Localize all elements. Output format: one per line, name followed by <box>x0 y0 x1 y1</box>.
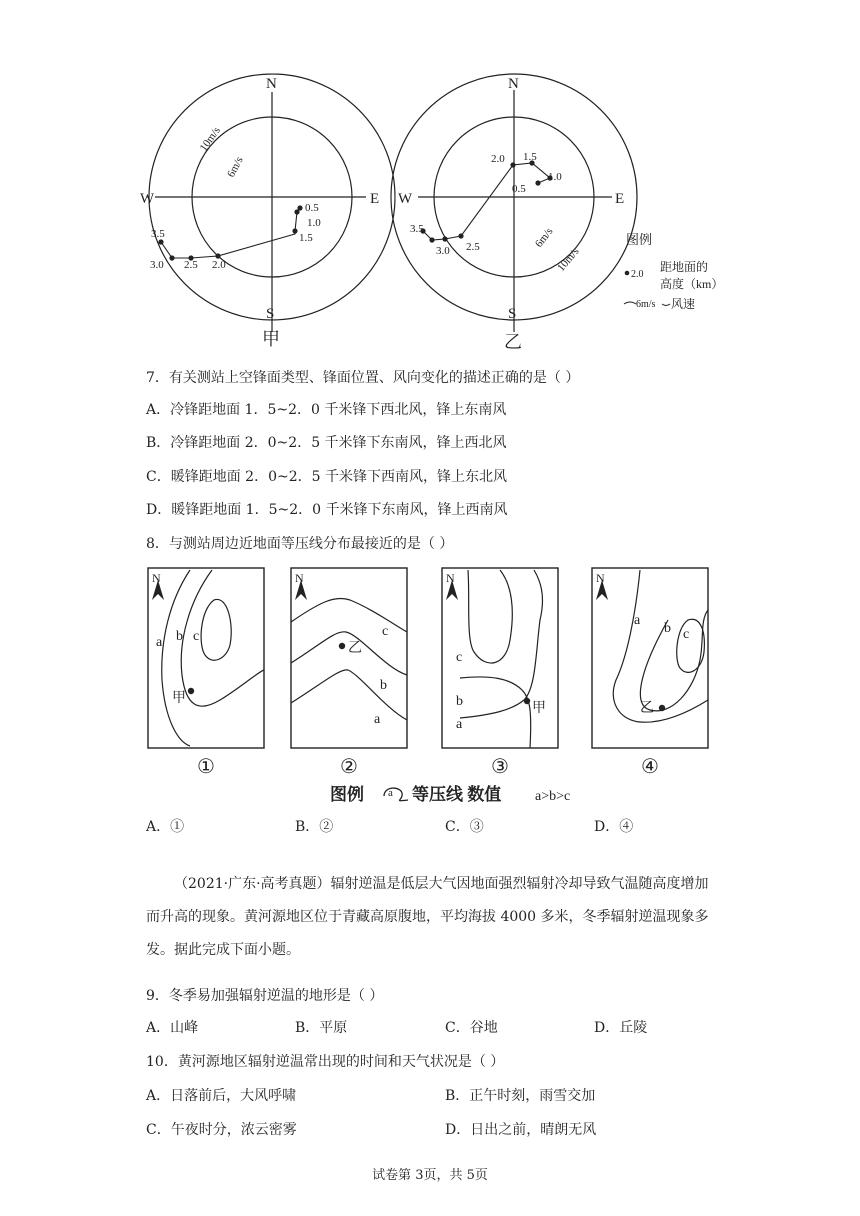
legend-point-value: 2.0 <box>631 269 644 280</box>
map1-label-b: b <box>176 629 183 644</box>
map1-north: N <box>152 571 161 585</box>
jia-h-2.0: 2.0 <box>212 259 226 271</box>
jia-h-1.0: 1.0 <box>307 217 321 229</box>
q10-option-c[interactable]: C．午夜时分，浓云密雾 <box>146 1122 297 1138</box>
isobar-legend-text: 等压线 数值 <box>412 785 502 804</box>
yi-east: E <box>615 191 625 207</box>
map3-label-c: c <box>456 650 463 665</box>
jia-h-3.5: 3.5 <box>151 228 165 240</box>
q9-option-b[interactable]: B．平原 <box>295 1020 348 1036</box>
q7-option-a[interactable]: A．冷锋距地面 1．5~2．0 千米锋下西北风，锋上东南风 <box>146 402 507 418</box>
q8-option-a[interactable]: A．① <box>146 819 185 835</box>
q8-option-b[interactable]: B．② <box>295 819 334 835</box>
yi-south: S <box>508 306 517 322</box>
map4-label-a: a <box>634 613 641 628</box>
map3-label-a: a <box>456 717 463 732</box>
q7-stem: 7．有关测站上空锋面类型、锋面位置、风向变化的描述正确的是（ ） <box>146 370 580 386</box>
legend-point-label-2: 高度（km） <box>660 277 724 291</box>
yi-h-3.5: 3.5 <box>410 223 424 235</box>
map4-label-c: c <box>683 627 690 642</box>
q10-option-b[interactable]: B．正午时刻，雨雪交加 <box>445 1088 596 1104</box>
legend-speed-label: 风速 <box>671 297 696 311</box>
legend-point-label-1: 距地面的 <box>660 260 709 274</box>
jia-south: S <box>266 306 275 322</box>
map3-north: N <box>446 571 455 585</box>
map4-number: ④ <box>641 756 659 778</box>
jia-ring-inner-label: 6m/s <box>225 154 246 180</box>
q8-stem: 8．与测站周边近地面等压线分布最接近的是（ ） <box>146 536 454 552</box>
q7-option-d[interactable]: D．暖锋距地面 1．5~2．0 千米锋下东南风，锋上西南风 <box>146 502 508 518</box>
q9-option-a[interactable]: A．山峰 <box>146 1020 199 1036</box>
yi-west: W <box>398 191 413 207</box>
isobar-legend-relation: a>b>c <box>535 789 571 804</box>
passage <box>146 868 720 967</box>
yi-h-0.5: 0.5 <box>512 183 526 195</box>
q8-option-d[interactable]: D．④ <box>594 819 634 835</box>
map1-number: ① <box>197 756 215 778</box>
jia-h-1.5: 1.5 <box>299 232 313 244</box>
q9-option-d[interactable]: D．丘陵 <box>594 1020 648 1036</box>
q9-stem: 9．冬季易加强辐射逆温的地形是（ ） <box>146 988 384 1004</box>
passage-source: （2021·广东·高考真题） <box>174 876 331 892</box>
jia-h-0.5: 0.5 <box>305 202 319 214</box>
isobar-maps-figure <box>0 560 860 810</box>
page-footer: 试卷第 3页，共 5页 <box>372 1168 488 1183</box>
jia-h-2.5: 2.5 <box>184 259 198 271</box>
yi-ring-inner-label: 6m/s <box>532 225 556 250</box>
yi-h-3.0: 3.0 <box>436 245 450 257</box>
isobar-legend-title: 图例 <box>330 785 364 804</box>
map1-station: 甲 <box>172 691 186 706</box>
map3-label-b: b <box>456 694 463 709</box>
map3-station: 甲 <box>532 701 546 716</box>
yi-north: N <box>508 76 519 92</box>
map4-station: 乙 <box>640 701 654 716</box>
wind-profile-figure <box>0 60 860 355</box>
map1-label-c: c <box>193 629 200 644</box>
map2-label-a: a <box>374 712 381 727</box>
map3-number: ③ <box>491 756 509 778</box>
jia-north: N <box>266 76 277 92</box>
jia-east: E <box>370 191 380 207</box>
q8-option-c[interactable]: C．③ <box>445 819 484 835</box>
legend-title: 图例 <box>626 232 653 247</box>
yi-h-2.0: 2.0 <box>491 153 505 165</box>
q10-option-a[interactable]: A．日落前后，大风呼啸 <box>146 1088 297 1104</box>
map2-label-b: b <box>380 678 387 693</box>
map1-label-a: a <box>156 635 163 650</box>
yi-h-2.5: 2.5 <box>466 241 480 253</box>
map4-north: N <box>596 571 605 585</box>
jia-west: W <box>140 191 155 207</box>
q9-option-c[interactable]: C．谷地 <box>445 1020 498 1036</box>
q10-stem: 10．黄河源地区辐射逆温常出现的时间和天气状况是（ ） <box>146 1054 505 1070</box>
jia-ring-outer-label: 10m/s <box>197 124 223 154</box>
jia-caption: 甲 <box>262 329 280 349</box>
map4-label-b: b <box>664 621 671 636</box>
map2-label-c: c <box>382 624 389 639</box>
map2-north: N <box>295 571 304 585</box>
yi-h-1.0: 1.0 <box>548 171 562 183</box>
yi-h-1.5: 1.5 <box>523 151 537 163</box>
q7-option-b[interactable]: B．冷锋距地面 2．0~2．5 千米锋下东南风，锋上西北风 <box>146 435 507 451</box>
yi-caption: 乙 <box>504 332 522 352</box>
jia-h-3.0: 3.0 <box>150 259 164 271</box>
isobar-legend-sample: a <box>388 787 393 799</box>
q10-option-d[interactable]: D．日出之前，晴朗无风 <box>445 1122 597 1138</box>
yi-ring-outer-label: 10m/s <box>555 245 582 274</box>
map2-number: ② <box>340 756 358 778</box>
map2-station: 乙 <box>348 641 362 656</box>
passage-text: 辐射逆温是低层大气因地面强烈辐射冷却导致气温随高度增加而升高的现象。黄河源地区位于青藏高原腹地，平均海拔 4000 多米，冬季辐射逆温现象多发。据此完成下面小题。 <box>146 876 709 958</box>
q7-option-c[interactable]: C．暖锋距地面 2．0~2．5 千米锋下西南风，锋上东北风 <box>146 469 507 485</box>
legend-speed-value: 6m/s <box>636 299 656 310</box>
